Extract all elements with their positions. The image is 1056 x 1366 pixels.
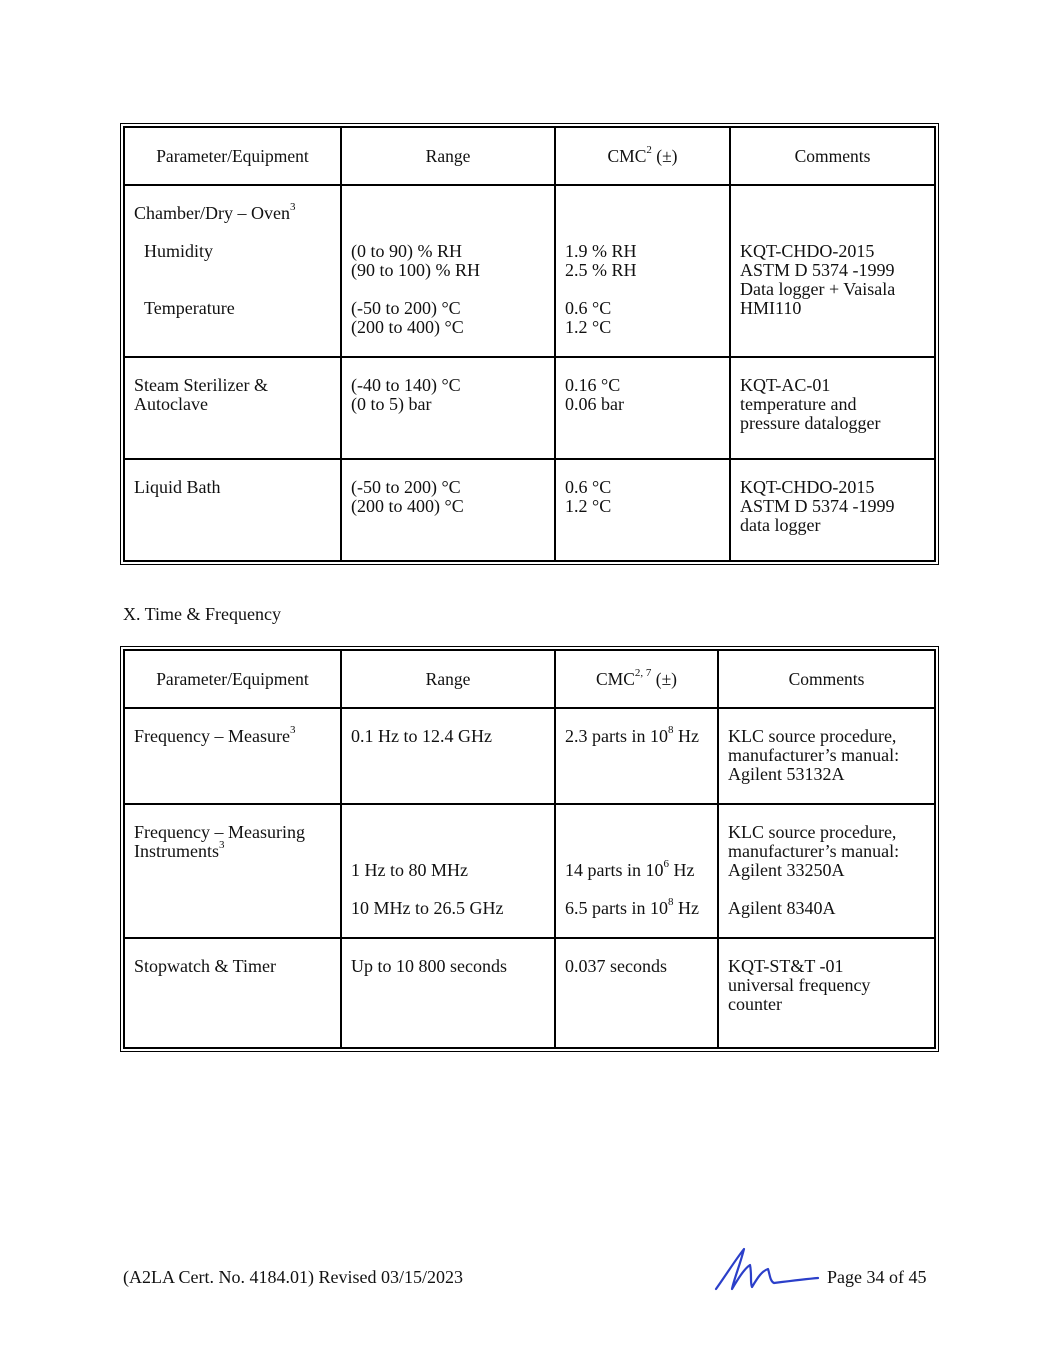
table-row xyxy=(124,185,935,357)
cell-parameter: Stopwatch & Timer xyxy=(124,938,341,1048)
cell-parameter: Liquid Bath xyxy=(124,459,341,561)
page-number: Page 34 of 45 xyxy=(827,1267,927,1287)
cell-comments: KQT-CHDO-2015 ASTM D 5374 -1999 Data logger + Vaisala HMI110 xyxy=(730,185,935,357)
cell-range: 1 Hz to 80 MHz 10 MHz to 26.5 GHz xyxy=(341,804,555,938)
cell-cmc: 2.3 parts in $10^8$ Hz xyxy=(555,708,718,804)
table-row xyxy=(124,357,935,459)
cell-cmc: 0.6 °C 1.2 °C xyxy=(555,459,730,561)
header-comments: Comments xyxy=(730,127,935,185)
cell-comments: KQT-AC-01 temperature and pressure datalogger xyxy=(730,357,935,459)
cell-comments: KQT-CHDO-2015 ASTM D 5374 -1999 data logger xyxy=(730,459,935,561)
table-row xyxy=(124,459,935,561)
header-range: Range xyxy=(341,127,555,185)
signature-icon xyxy=(712,1245,822,1293)
cell-comments: KLC source procedure, manufacturer’s manual: Agilent 33250A Agilent 8340A xyxy=(718,804,935,938)
table-row xyxy=(124,804,935,938)
header-comments: Comments xyxy=(718,650,935,708)
table-header-row xyxy=(124,650,935,708)
cell-cmc: 0.037 seconds xyxy=(555,938,718,1048)
cell-range: (0 to 90) % RH (90 to 100) % RH (-50 to 200) °C (200 to 400) °C xyxy=(341,185,555,357)
cell-cmc: 14 parts in $10^6$ Hz 6.5 parts in $10^8$ Hz xyxy=(555,804,718,938)
cell-range: 0.1 Hz to 12.4 GHz xyxy=(341,708,555,804)
header-parameter: Parameter/Equipment xyxy=(124,650,341,708)
table-row xyxy=(124,938,935,1048)
cell-parameter: Steam Sterilizer & Autoclave xyxy=(124,357,341,459)
cell-comments: KLC source procedure, manufacturer’s manual: Agilent 53132A xyxy=(718,708,935,804)
header-parameter: Parameter/Equipment xyxy=(124,127,341,185)
header-cmc: CMC$^{2, 7}$ (±) xyxy=(555,650,718,708)
certificate-revision-footer: (A2LA Cert. No. 4184.01) Revised 03/15/2023 xyxy=(123,1267,463,1287)
section-heading: X. Time & Frequency xyxy=(123,604,282,624)
calibration-table-time-frequency xyxy=(123,649,936,1049)
cell-range: Up to 10 800 seconds xyxy=(341,938,555,1048)
table-row xyxy=(124,708,935,804)
header-range: Range xyxy=(341,650,555,708)
table-header-row xyxy=(124,127,935,185)
cell-parameter: Frequency – Measure$^3$ xyxy=(124,708,341,804)
header-cmc: CMC$^2$ (±) xyxy=(555,127,730,185)
cell-range: (-40 to 140) °C (0 to 5) bar xyxy=(341,357,555,459)
cell-range: (-50 to 200) °C (200 to 400) °C xyxy=(341,459,555,561)
cell-parameter: Frequency – Measuring Instruments$^3$ xyxy=(124,804,341,938)
cell-cmc: 0.16 °C 0.06 bar xyxy=(555,357,730,459)
cell-comments: KQT-ST&T -01 universal frequency counter xyxy=(718,938,935,1048)
calibration-table-thermodynamics xyxy=(123,126,936,562)
cell-cmc: 1.9 % RH 2.5 % RH 0.6 °C 1.2 °C xyxy=(555,185,730,357)
cell-parameter: Chamber/Dry – Oven$^3$ Humidity Temperature xyxy=(124,185,341,357)
